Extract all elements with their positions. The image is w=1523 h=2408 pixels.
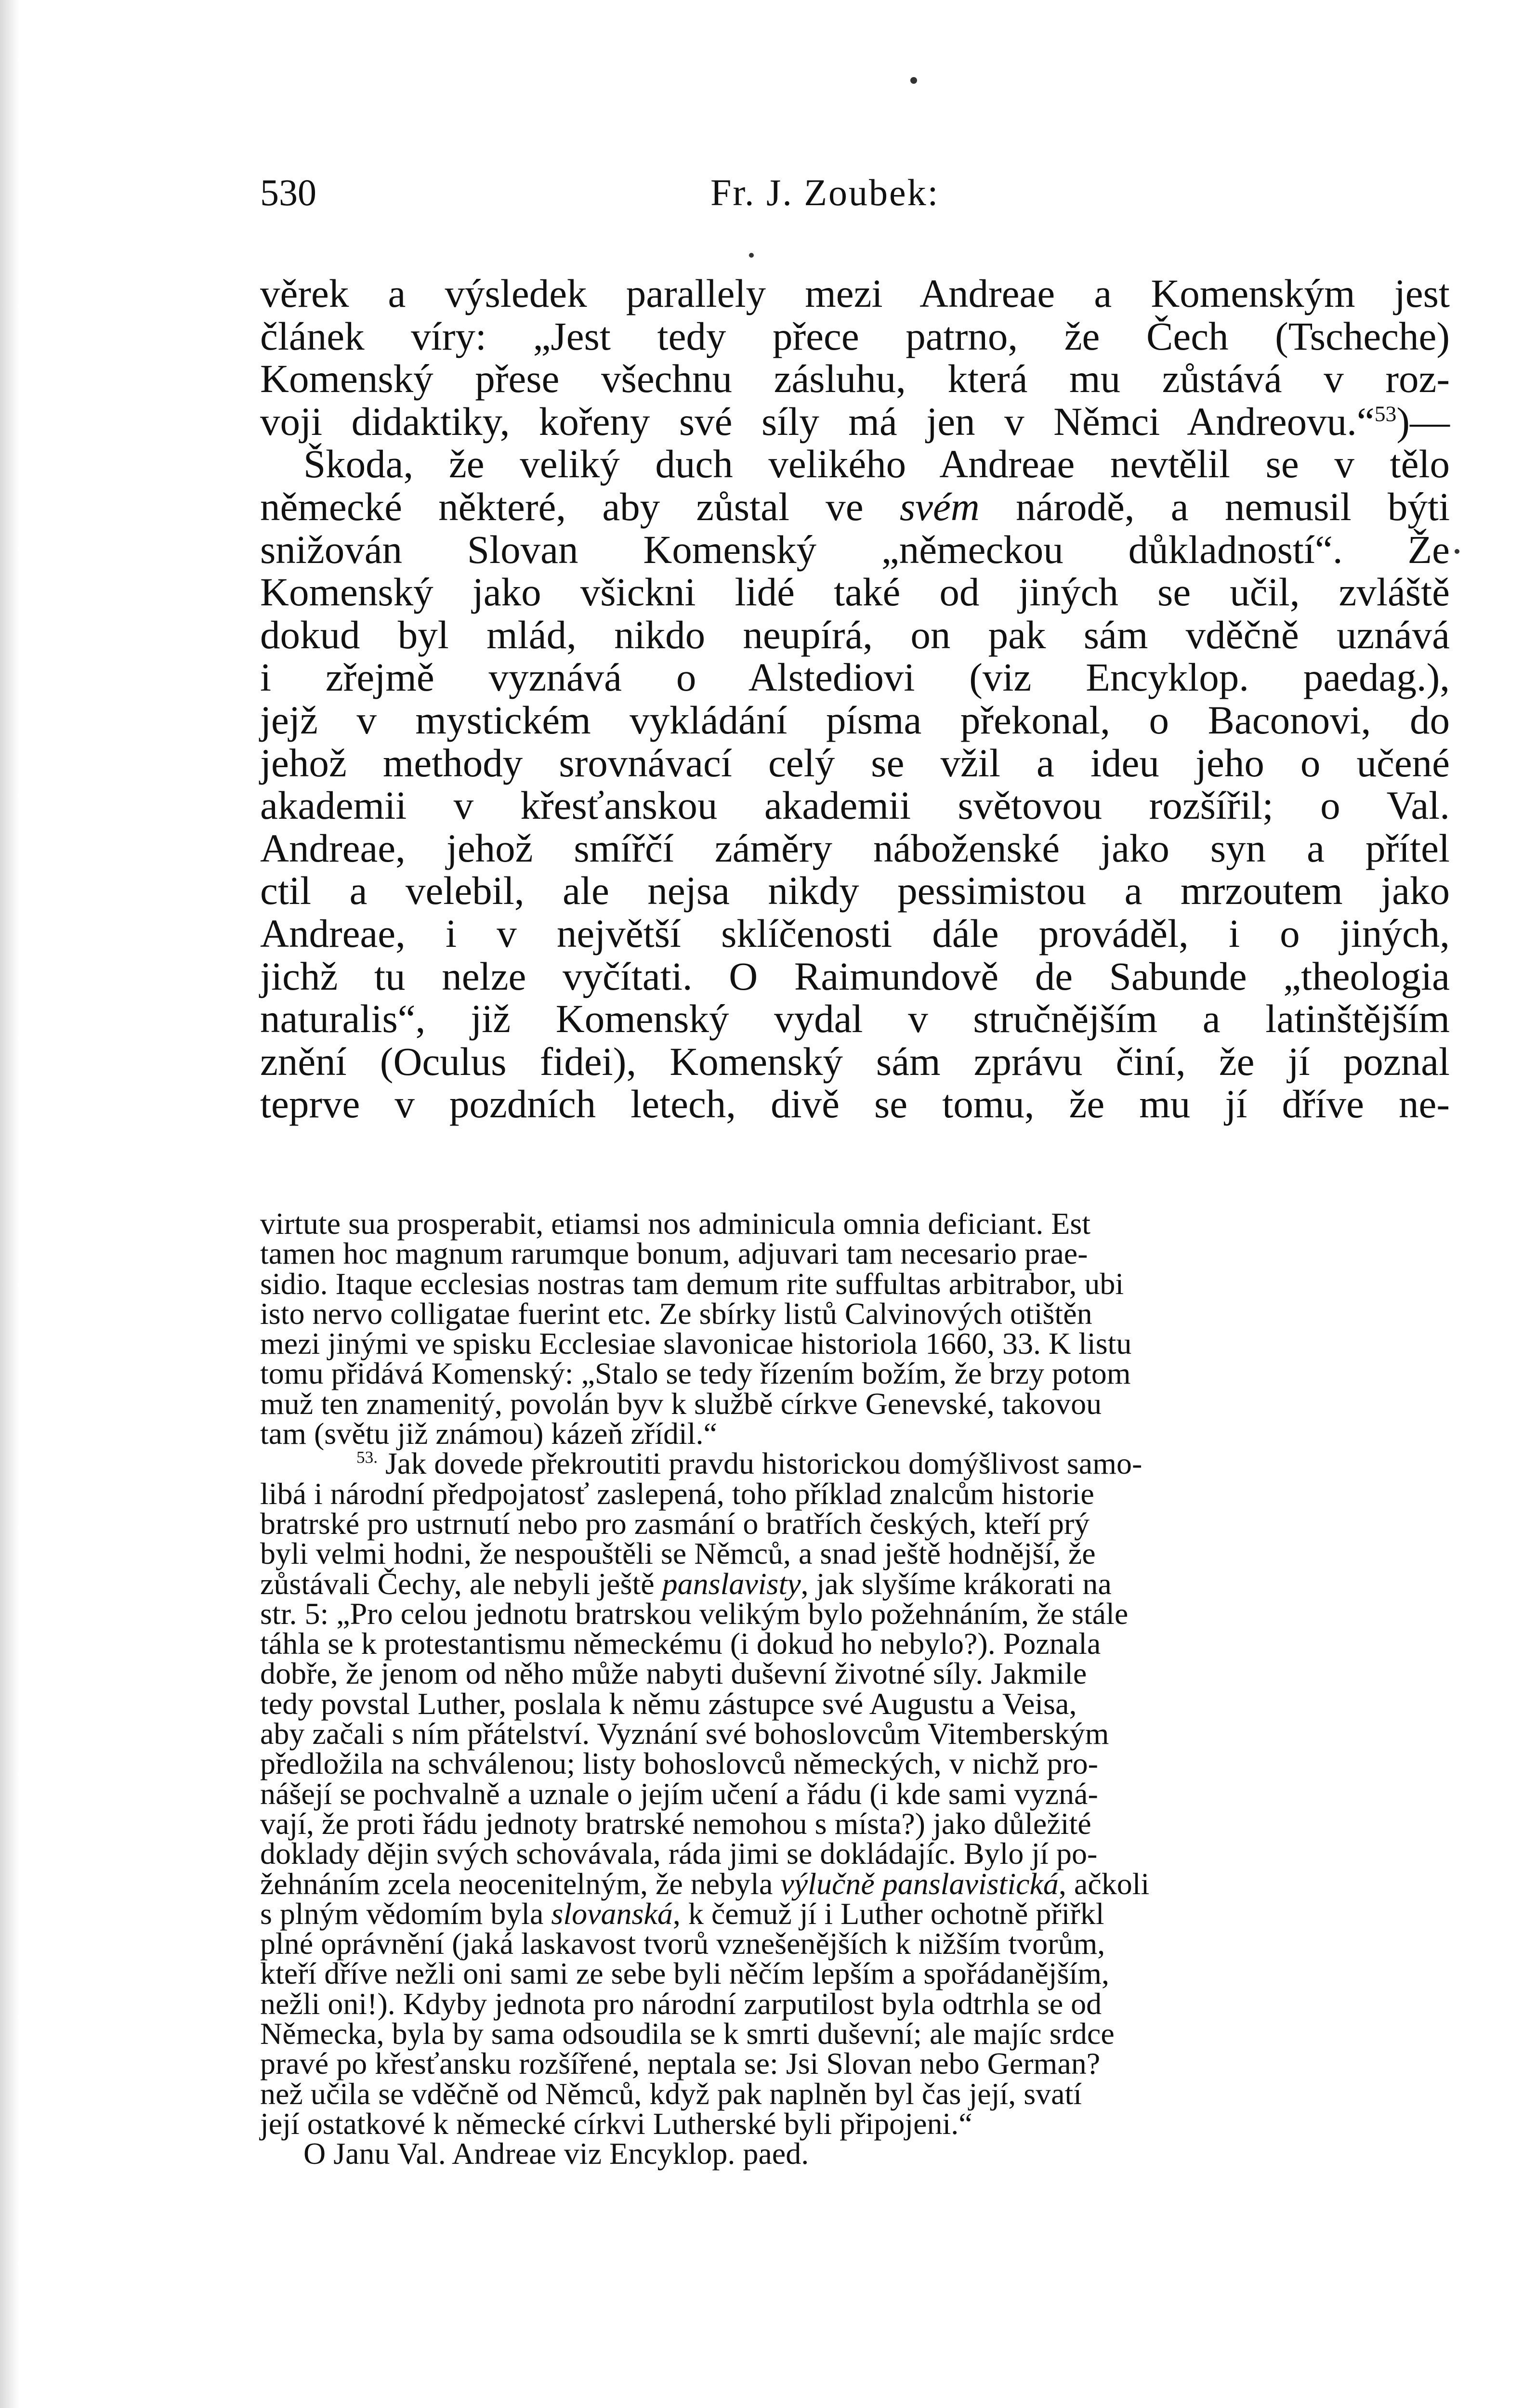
footnote-line: muž ten znamenitý, povolán byv k službě církve Genevské, takovou (260, 1386, 1102, 1421)
body-line: akademii v křesťanskou akademii světovou rozšířil; o Val. (260, 783, 1450, 828)
scan-speck (910, 77, 917, 84)
body-line: naturalis“, již Komenský vydal v stručnějším a latinštějším (260, 996, 1450, 1041)
footnote-line: O Janu Val. Andreae viz Encyklop. paed. (303, 2136, 809, 2171)
footnote-line: bratrské pro ustrnutí nebo pro zasmání o bratřích českých, kteří prý (260, 1506, 1090, 1541)
footnote-line: zůstávali Čechy, ale nebyli ještě panslavisty, jak slyšíme krákorati na (260, 1566, 1112, 1601)
body-line: Andreae, i v největší sklíčenosti dále prováděl, i o jiných, (260, 911, 1450, 955)
footnote-line: Německa, byla by sama odsoudila se k smrti duševní; ale majíc srdce (260, 2016, 1115, 2051)
scan-edge-shadow (0, 0, 19, 2408)
footnote-line: než učila se vděčně od Němců, když pak naplněn byl čas její, svatí (260, 2076, 1082, 2111)
footnotes (260, 1206, 1450, 2171)
body-line: článek víry: „Jest tedy přece patrno, že Čech (Tscheche) (260, 314, 1450, 358)
body-line: dokud byl mlád, nikdo neupírá, on pak sám vděčně uznává (260, 612, 1450, 657)
italic-word: výlučně panslavistická (780, 1866, 1059, 1901)
footnote-line: mezi jinými ve spisku Ecclesiae slavonicae historiola 1660, 33. K listu (260, 1326, 1132, 1361)
footnote-line: doklady dějin svých schovávala, ráda jimi se dokládajíc. Bylo jí po- (260, 1836, 1098, 1871)
footnote-line: tomu přidává Komenský: „Stalo se tedy řízením božím, že brzy potom (260, 1356, 1131, 1391)
footnote-line: vají, že proti řádu jednoty bratrské nemohou s místa?) jako důležité (260, 1806, 1091, 1841)
footnote-line: táhla se k protestantismu německému (i dokud ho nebylo?). Poznala (260, 1626, 1101, 1661)
footnote-line: dobře, že jenom od něho může nabyti duševní životné síly. Jakmile (260, 1656, 1087, 1691)
footnote-line: $^{53.}$ Jak dovede překroutiti pravdu historickou domýšlivost samo- (356, 1446, 1142, 1481)
main-body-text (260, 272, 1450, 1125)
footnote-line: kteří dříve nežli oni sami ze sebe byli něčím lepším a spořádanějším, (260, 1956, 1110, 1991)
footnote-line: sidio. Itaque ecclesias nostras tam demum rite suffultas arbitrabor, ubi (260, 1266, 1124, 1301)
body-line: jejž v mystickém vykládání písma překonal, o Baconovi, do (260, 697, 1450, 742)
scan-speck (749, 253, 754, 258)
footnote-line: byli velmi hodni, že nespouštěli se Němců, a snad ještě hodnější, že (260, 1536, 1096, 1571)
footnote-line: aby začali s ním přátelství. Vyznání své bohoslovcům Vitemberským (260, 1716, 1109, 1751)
footnote-line: tam (světu již známou) kázeň zřídil.“ (260, 1416, 717, 1451)
footnote-line: její ostatkové k německé církvi Lutherské byli připojeni.“ (260, 2106, 972, 2141)
body-line: jehož methody srovnávací celý se vžil a ideu jeho o učené (260, 740, 1450, 785)
footnote-line: libá i národní předpojatosť zaslepená, toho příklad znalcům historie (260, 1476, 1094, 1511)
italic-word: slovanská (551, 1896, 673, 1931)
body-line: Komenský jako všickni lidé také od jiných se učil, zvláště (260, 570, 1450, 615)
italic-word: svém (899, 484, 980, 529)
footnote-line: tedy povstal Luther, poslala k němu zástupce své Augustu a Veisa, (260, 1686, 1077, 1721)
footnote-line: tamen hoc magnum rarumque bonum, adjuvari tam necesario prae- (260, 1236, 1088, 1271)
running-head: Fr. J. Zoubek: (710, 171, 940, 213)
footnote-line: virtute sua prosperabit, etiamsi nos adminicula omnia deficiant. Est (260, 1206, 1090, 1241)
body-line: znění (Oculus fidei), Komenský sám zprávu činí, že jí poznal (260, 1039, 1450, 1084)
footnote-line: žehnáním zcela neocenitelným, že nebyla výlučně panslavistická, ačkoli (260, 1866, 1150, 1901)
body-line: německé některé, aby zůstal ve svém národě, a nemusil býti (260, 484, 1450, 529)
footnote-line: nášejí se pochvalně a uznale o jejím učení a řádu (i kde sami vyzná- (260, 1776, 1098, 1811)
footnote-line: předložila na schválenou; listy bohoslovců německých, v nichž pro- (260, 1746, 1098, 1781)
footnote-marker: 53. (356, 1448, 378, 1467)
body-line: věrek a výsledek parallely mezi Andreae a Komenským jest (260, 271, 1450, 315)
body-line: Škoda, že veliký duch velikého Andreae nevtělil se v tělo (303, 442, 1450, 486)
body-line: teprve v pozdních letech, divě se tomu, že mu jí dříve ne- (260, 1082, 1450, 1126)
body-line: voji didaktiky, kořeny své síly má jen v Němci Andreovu.“$^{53}$)— (260, 399, 1450, 444)
body-line: Andreae, jehož smířčí záměry náboženské jako syn a přítel (260, 825, 1450, 870)
footnote-ref: 53 (1374, 401, 1397, 426)
body-line: snižován Slovan Komenský „německou důkladností“. Že (260, 527, 1450, 572)
body-line: ctil a velebil, ale nejsa nikdy pessimistou a mrzoutem jako (260, 868, 1450, 913)
italic-word: panslavisty (662, 1566, 801, 1601)
page-number: 530 (260, 171, 316, 213)
footnote-line: nežli oni!). Kdyby jednota pro národní zarputilost byla odtrhla se od (260, 1986, 1102, 2021)
footnote-line: pravé po křesťansku rozšířené, neptala se: Jsi Slovan nebo German? (260, 2046, 1101, 2081)
body-line: i zřejmě vyznává o Alstediovi (viz Encyklop. paedag.), (260, 655, 1450, 700)
scan-speck (1455, 549, 1459, 554)
footnote-line: s plným vědomím byla slovanská, k čemuž jí i Luther ochotně přiřkl (260, 1896, 1104, 1931)
footnote-line: plné oprávnění (jaká laskavost tvorů vznešenějších k nižším tvorům, (260, 1926, 1105, 1961)
body-line: Komenský přese všechnu zásluhu, která mu zůstává v roz- (260, 356, 1450, 401)
body-line: jichž tu nelze vyčítati. O Raimundově de Sabunde „theologia (260, 954, 1450, 998)
footnote-line: str. 5: „Pro celou jednotu bratrskou velikým bylo požehnáním, že stále (260, 1596, 1129, 1631)
page-header (260, 171, 1450, 224)
footnote-line: isto nervo colligatae fuerint etc. Ze sbírky listů Calvinových otištěn (260, 1296, 1092, 1331)
